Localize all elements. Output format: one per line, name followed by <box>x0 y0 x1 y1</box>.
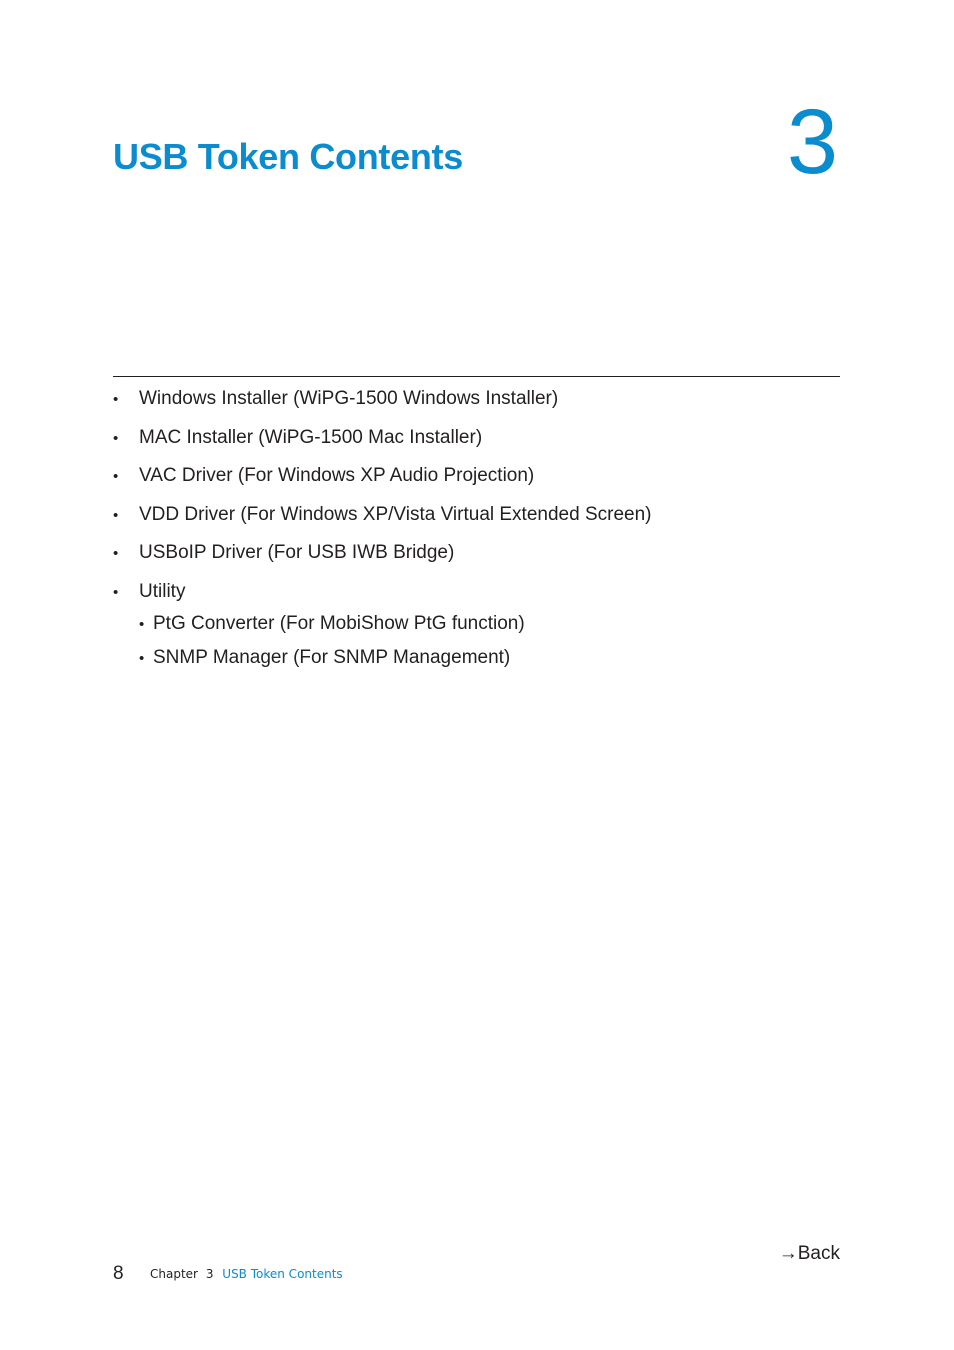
contents-list <box>113 385 840 683</box>
footer-chapter-title: USB Token Contents <box>222 1267 343 1281</box>
sublist-item-label: SNMP Manager (For SNMP Management) <box>153 646 511 668</box>
bullet-icon: • <box>113 583 119 601</box>
list-item-label: MAC Installer (WiPG-1500 Mac Installer) <box>139 426 483 448</box>
bullet-icon: • <box>139 649 145 667</box>
page-number: 8 <box>113 1263 124 1284</box>
footer-chapter-label: Chapter <box>150 1267 198 1281</box>
bullet-icon: • <box>113 391 119 408</box>
bullet-icon: • <box>113 506 119 524</box>
sublist-item-snmp-manager <box>139 644 840 672</box>
list-item-vac-driver <box>113 462 840 490</box>
sublist-item-ptg-converter <box>139 610 840 638</box>
bullet-icon: • <box>113 545 119 563</box>
bullet-icon: • <box>113 468 119 486</box>
footer-chapter-number: 3 <box>205 1267 214 1281</box>
list-item-mac-installer <box>113 424 840 452</box>
list-item-label: Utility <box>139 580 186 602</box>
chapter-title: USB Token Contents <box>113 136 463 177</box>
utility-sublist <box>139 610 840 672</box>
list-item-label: VAC Driver (For Windows XP Audio Projection) <box>139 465 535 487</box>
list-item-utility <box>113 578 840 672</box>
list-item-windows-installer <box>113 385 840 413</box>
footer-chapter-reference <box>150 1267 343 1281</box>
list-item-label: Windows Installer (WiPG-1500 Windows Installer) <box>139 388 559 409</box>
section-divider <box>113 376 840 377</box>
bullet-icon: • <box>139 615 145 633</box>
list-item-usboip-driver <box>113 539 840 567</box>
list-item-label: USBoIP Driver (For USB IWB Bridge) <box>139 542 455 564</box>
back-link[interactable]: →Back <box>778 1243 840 1264</box>
list-item-label: VDD Driver (For Windows XP/Vista Virtual Extended Screen) <box>139 503 652 525</box>
list-item-vdd-driver <box>113 501 840 529</box>
chapter-number: 3 <box>786 91 838 193</box>
sublist-item-label: PtG Converter (For MobiShow PtG function) <box>153 612 525 634</box>
bullet-icon: • <box>113 429 119 447</box>
